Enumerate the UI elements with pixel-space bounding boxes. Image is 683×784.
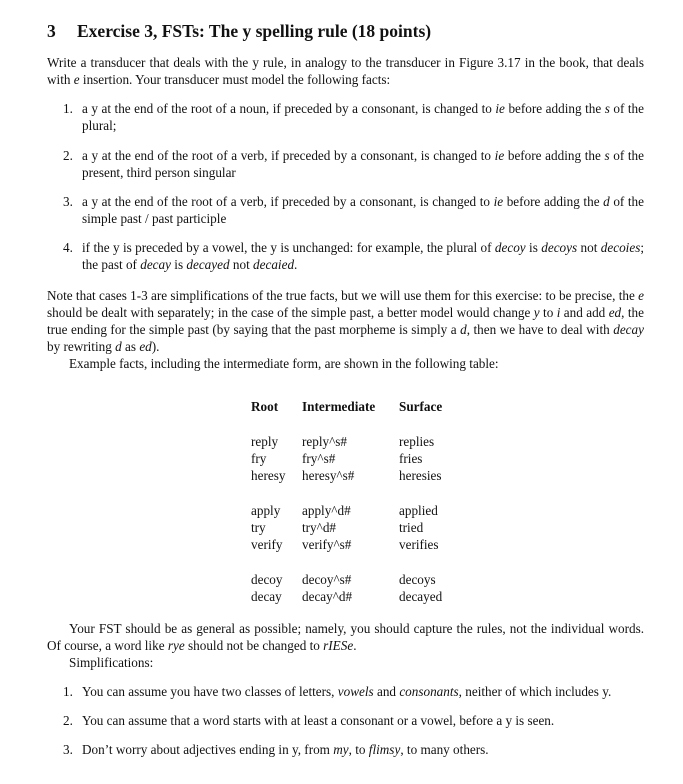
fact-item-4	[63, 239, 644, 273]
fact-item-2	[63, 147, 644, 181]
simplification-item-2: 2. You can assume that a word starts with at least a consonant or a vowel, before a y is seen.	[63, 713, 555, 728]
table-header-row	[248, 398, 462, 415]
fact-text: a y at the end of the root of a noun, if preceded by a consonant, is changed to ie before adding the s of the plural;	[82, 101, 644, 133]
simplification-item-1: 1. You can assume you have two classes of letters, vowels and consonants, neither of which includes y.	[63, 684, 612, 699]
table-row: heresy heresy^s# heresies	[251, 468, 442, 483]
column-header-surface: Surface	[399, 399, 443, 414]
example-intro: Example facts, including the intermediate form, are shown in the following table:	[69, 356, 499, 371]
fact-text: a y at the end of the root of a verb, if preceded by a consonant, is changed to ie before adding the d of the simple past / past participle	[82, 194, 644, 226]
table-row: fry fry^s# fries	[251, 451, 423, 466]
column-header-root: Root	[251, 399, 279, 414]
table-row: reply reply^s# replies	[251, 434, 435, 449]
intro-paragraph	[47, 54, 644, 88]
fact-number: 2.	[63, 148, 73, 163]
section-number: 3	[47, 21, 56, 41]
intro-text-end: insertion. Your transducer must model the following facts:	[79, 72, 391, 87]
intro-text: Write a transducer that deals with the y rule, in analogy to the transducer in Figure 3.17 in the book, that deals with	[47, 55, 644, 87]
fact-item-3	[63, 193, 644, 227]
column-header-intermediate: Intermediate	[302, 399, 376, 414]
note-paragraph: Note that cases 1-3 are simplifications of the true facts, but we will use them for this exercise: to be precise, the e should be dealt with separately; in the case of the simple past, a better model would change y to i and add ed, the true ending for the simple past (by saying that the past morpheme is simply a d, then we have to deal with decay by rewriting d as ed). Example facts, including the intermediate form, are shown in the following table:	[47, 288, 644, 371]
fact-number: 4.	[63, 240, 73, 255]
table-row: apply apply^d# applied	[251, 503, 438, 518]
section-title: Exercise 3, FSTs: The y spelling rule (18 points)	[77, 21, 432, 41]
fact-text: a y at the end of the root of a verb, if preceded by a consonant, is changed to ie before adding the s of the present, third person singular	[82, 148, 644, 180]
fact-item-1	[63, 100, 644, 134]
fact-text: if the y is preceded by a vowel, the y is unchanged: for example, the plural of decoy is decoys not decoies; the past of decay is decayed not decaied.	[82, 240, 644, 272]
section-heading	[47, 20, 431, 42]
fst-note-paragraph: Your FST should be as general as possible; namely, you should capture the rules, not the individual words. Of course, a word like rye should not be changed to rIESe.	[47, 621, 644, 653]
table-row: verify verify^s# verifies	[251, 537, 439, 552]
simplifications-label: Simplifications:	[69, 655, 154, 670]
intro-emphasis: e	[73, 72, 80, 87]
example-facts-table	[248, 398, 462, 605]
table-row: try try^d# tried	[251, 520, 424, 535]
simplification-item-3: 3. Don’t worry about adjectives ending in y, from my, to flimsy, to many others.	[63, 742, 489, 757]
fact-number: 3.	[63, 194, 73, 209]
table-row: decoy decoy^s# decoys	[251, 572, 436, 587]
fact-number: 1.	[63, 101, 73, 116]
table-row: decay decay^d# decayed	[251, 589, 443, 604]
